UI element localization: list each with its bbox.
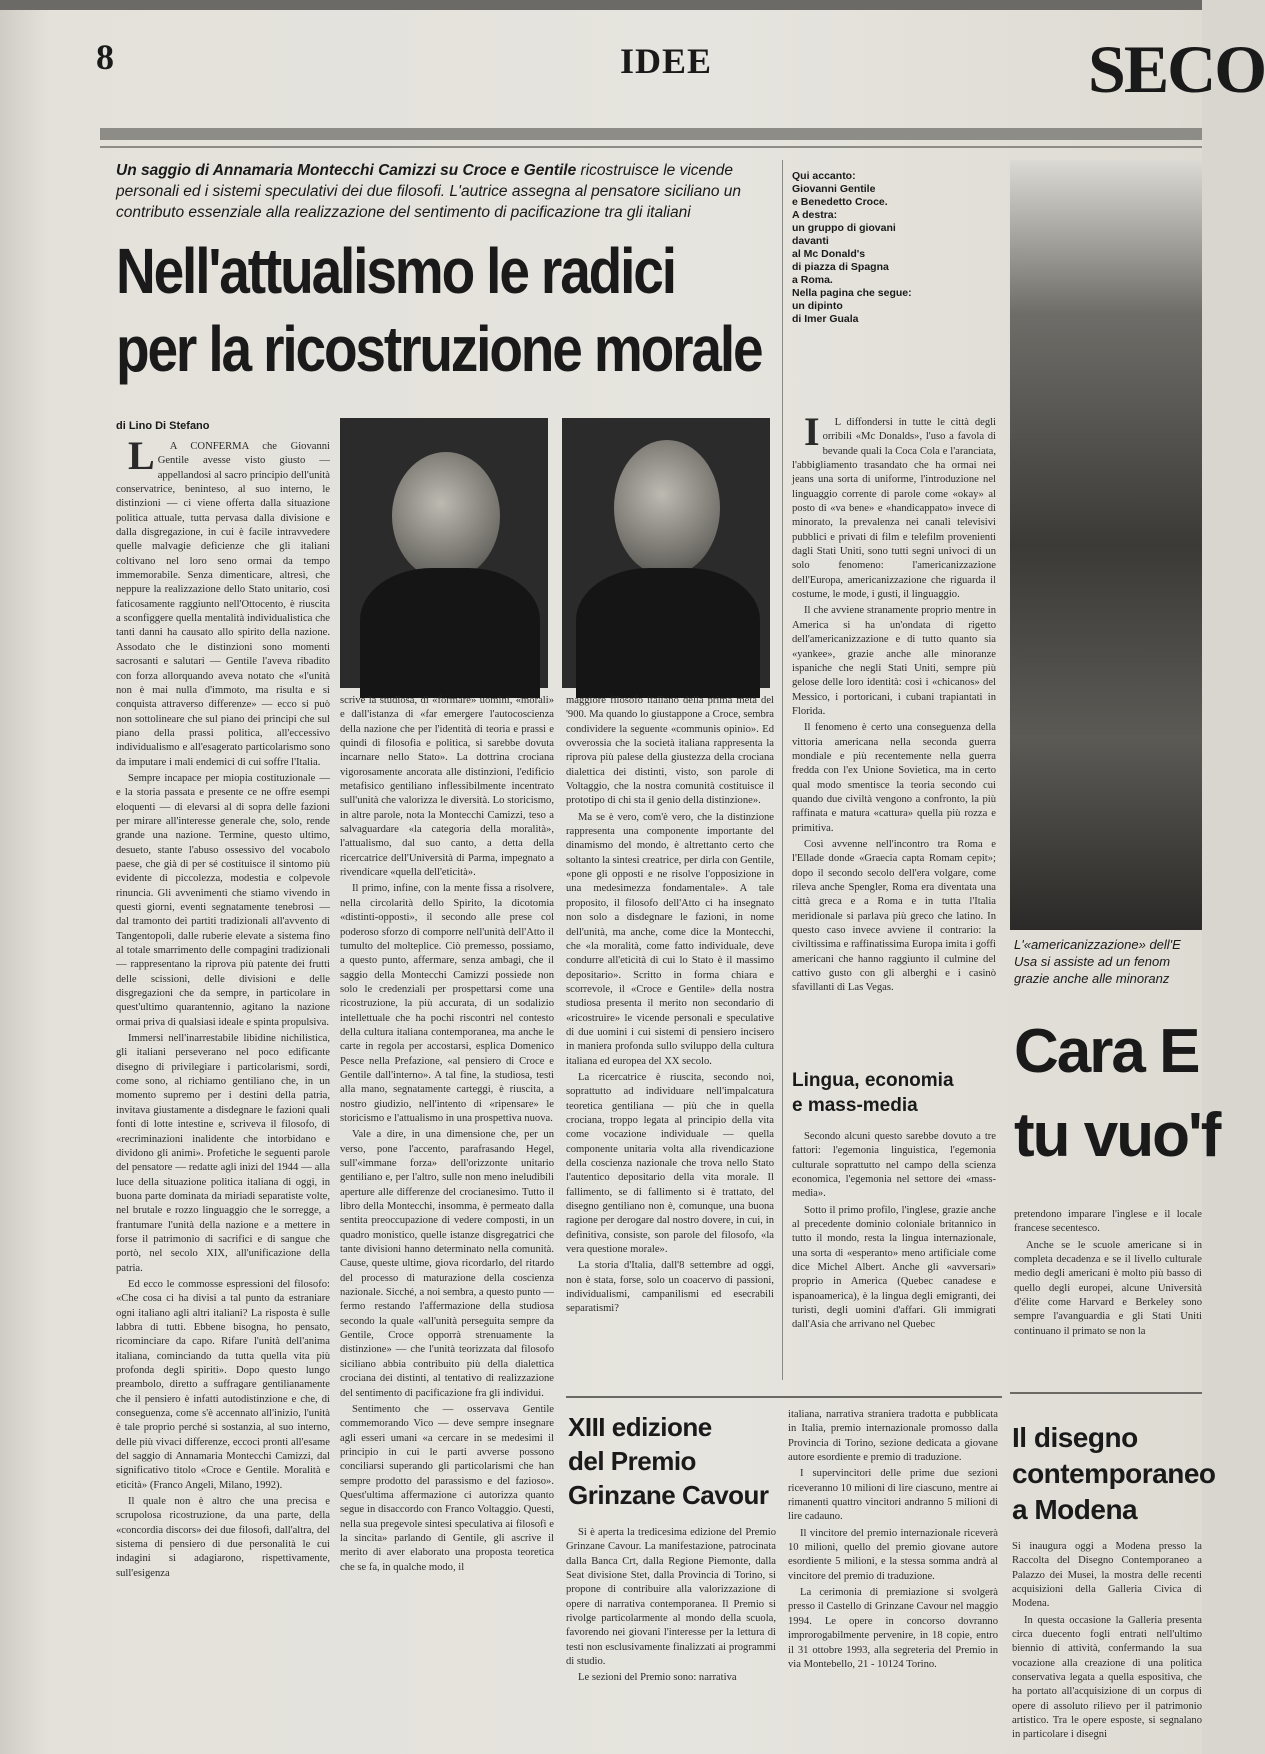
paragraph: Così avvenne nell'incontro tra Roma e l'Ellade donde «Graecia capta Romam cepit»; dopo il secondo secolo dell'era volgare, come rileva anche Spengler, Roma era diventata una città greca e a Roma e in tutta l'Italia meridionale si parlava più greco che latino. In questo caso invece avviene il contrario: la civiltissima e raffinatissima Europa imita i goffi americani che hanno raggiunto il culmine del cattivo gusto con gli alberghi e i casinò sfavillanti di Las Vegas. xyxy=(792,838,996,994)
paragraph: Ed ecco le commosse espressioni del filosofo: «Che cosa ci ha divisi a tal punto da estraniare ogni italiano agli altri italiani? La risposta è sulle labbra di tutti. Ebbene bisogna, ho pensato, ricominciare da capo. Rifare l'unità dell'anima italiana, cominciando da tutta quella vita più profonda degli spiriti». Dopo questo lungo preambolo, diretto a suffragare gentilianamente che il pensiero è infatti autodistinzione e che, di conseguenza, come s'è accennato all'inizio, l'unità è tale proprio perché si sostanzia, al suo interno, delle più vivaci differenze, eccoci pronti all'esame del saggio di Annamaria Montecchi Camizzi, dal significativo titolo «Croce e Gentile. Moralità e eticità» (Franco Angeli, Milano, 1992). xyxy=(116,1278,330,1491)
caption-line: di piazza di Spagna xyxy=(792,261,889,273)
paragraph: Le sezioni del Premio sono: narrativa xyxy=(578,1672,737,1684)
caption-line: Usa si assiste ad un fenom xyxy=(1014,954,1171,969)
right-article-column xyxy=(1014,1208,1202,1358)
paragraph: La storia d'Italia, dall'8 settembre ad oggi, non è stata, forse, solo un coacervo di passioni, individualismi, campanilismi ed esecrabili separatismi? xyxy=(566,1260,774,1315)
caption-line: grazie anche alle minoranz xyxy=(1014,971,1170,986)
disegno-column xyxy=(1012,1540,1202,1741)
side-article-column xyxy=(792,409,996,1030)
disegno-title xyxy=(1012,1420,1216,1528)
page-top-edge xyxy=(0,0,1202,10)
headline-line-1: Nell'attualismo le radici xyxy=(116,235,675,307)
caption-line: Qui accanto: xyxy=(792,170,856,182)
paragraph: Ma se è vero, com'è vero, che la distinzione rappresenta una componente importante del dinamismo del mondo, è altrettanto certo che soltanto la sintesi creatrice, per dirla con Gentile, «pone gli opposti e ne risolve l'opposizione in una medesimezza fondamentale». A tale proposito, il filosofo dell'Atto ci ha insegnato non solo a disdegnare le fazioni, in nome dell'unità, ma anche, come dice la Montecchi, che «la moralità, come fatto individuale, deve condurre all'eticità di cui lo Stato è il massimo depositario». Scritto in forma chiara e scorrevole, il «Croce e Gentile» della nostra studiosa presenta il merito non secondario di «ricostruire» le vicende personali e speculative di due uomini i cui sistemi di pensiero incisero in maniera profonda sullo sviluppo della cultura italiana ed europea del XX secolo. xyxy=(566,811,774,1067)
paragraph: Sempre incapace per miopia costituzionale — e la storia passata e presente ce ne offre esempi eloquenti — di elevarsi al di sopra delle fazioni per mirare all'interesse generale che, solo, rende grande una nazione. Termine, questo ultimo, desueto, stante l'abuso ossessivo del vocabolo paese, che già di per sé costituisce il sintomo più evidente di piccolezza, modestia e colpevole rinuncia. Gli avvenimenti che stiamo vivendo in questi giorni, eventi segnatamente tenebrosi — dal tramonto dei partiti tradizionali all'avvento di Tangentopoli, dalle ruberie elevate a sistema fino al totale smarrimento delle compagini tradizionali — rappresentano la riprova più patente dei frutti delle scissioni, delle divisioni e delle disgregazioni che da sempre, in particolare in quest'ultimo quarantennio, agitano la nazione ormai priva di qualsiasi ideale e spinta propulsiva. xyxy=(116,772,330,1028)
subhead-line: Lingua, economia xyxy=(792,1070,954,1091)
paragraph: italiana, narrativa straniera tradotta e pubblicata in Italia, premio internazionale promosso dalla Provincia di Torino, sezione dedicata a giovane autore esordiente e premio di traduzione. xyxy=(788,1409,998,1464)
photo-croce-face xyxy=(392,452,500,580)
paragraph: Il vincitore del premio internazionale riceverà 10 milioni, quello del premio giovane autore esordiente 5 milioni, e la stessa somma andrà al vincitore del premio di traduzione. xyxy=(788,1527,998,1582)
paragraph: Si inaugura oggi a Modena presso la Raccolta del Disegno Contemporaneo a Palazzo dei Musei, la mostra delle recenti acquisizioni della Galleria Civica di Modena. xyxy=(1012,1541,1202,1610)
premio-column-1 xyxy=(566,1526,776,1722)
paragraph: In questa occasione la Galleria presenta circa duecento fogli entrati nell'ultimo biennio di attività, confermando la sua vocazione alla creazione di una politica conservativa legata a quella espositiva, che ha portato all'acquisizione di un corpus di opere di assoluto rilievo per il patrimonio artistico. Tra le opere esposte, si segnalano in particolare i disegni xyxy=(1012,1614,1202,1741)
right-caption xyxy=(1014,936,1202,987)
article-column-1 xyxy=(116,433,330,1722)
side-subhead xyxy=(792,1068,1002,1118)
paragraph: Il che avviene stranamente proprio mentre in America si ha un'ondata di rigetto dell'americanizzazione e di tutto quanto sia «yankee», grazie anche alle minoranze ispaniche che negli Stati Uniti, sempre più gelose delle loro identità: così i «chicanos» del Messico, i portoricani, i cubani trapiantati in Florida. xyxy=(792,605,996,717)
paragraph: Il fenomeno è certo una conseguenza della vittoria americana nella seconda guerra mondiale e più recentemente nella guerra fredda con l'ex Unione Sovietica, ma in certo qual modo smentisce la teoria secondo cui quando due civiltà vengono a confronto, la più raffinata e matura «cattura» quella più rozza e primitiva. xyxy=(792,722,996,834)
mcdonalds-photo xyxy=(1010,160,1202,930)
headline-line-2: per la ricostruzione morale xyxy=(116,313,762,385)
paragraph: Immersi nell'inarrestabile libidine nichilistica, gli italiani perseverano nel poco edificante disegno di privilegiare i particolarismi, sordi, come sono, al richiamo gentiliano che, in un momento supremo per i destini della patria, invitava giustamente a disdegnare le fazioni quali fonti di lotte intestine e, scriveva il filosofo, di «recriminazioni inalidente che intorbidano e dividono gli animi». Profetiche le seguenti parole del pensatore — redatte agli inizi del 1944 — alla luce della situazione politica italiana di oggi, in buona parte dominata da miriadi separatiste volte, nel brutale e rozzo linguaggio che le sorregge, a frantumare l'unità della nazione e a mettere in forse il patrimonio di sacrifici e di sangue che portò, nel secolo XIX, all'unificazione della patria. xyxy=(116,1033,330,1274)
premio-title-line: XIII edizione xyxy=(568,1412,712,1442)
header-rule-thin xyxy=(100,146,1202,148)
kicker-text: ricostruisce le vicende personali ed i sistemi speculativi dei due filosofi. L'autrice assegna al pensatore siciliano un contributo essenziale alla realizzazione del sentimento di pacificazione tra gli italiani xyxy=(116,162,742,221)
disegno-box-rule xyxy=(1010,1392,1202,1394)
premio-title-line: Grinzane Cavour xyxy=(568,1480,769,1510)
caption-line: un gruppo di giovani xyxy=(792,222,896,234)
paragraph: I supervincitori delle prime due sezioni riceveranno 10 milioni di lire ciascuno, mentre ai rimanenti quattro vincitori andranno 5 milioni di lire cadauno. xyxy=(788,1468,998,1523)
right-headline-line: tu vuo'f xyxy=(1014,1101,1220,1170)
paragraph: Il quale non è altro che una precisa e scrupolosa ricostruzione, da una parte, della «concordia discors» dei due filosofi, dall'altra, del sistema di pensiero di due personalità le cui indagini si adagiarono, rispettivamente, sull'esigenza xyxy=(116,1496,330,1579)
article-column-3 xyxy=(566,694,774,1394)
caption-line: Nella pagina che segue: xyxy=(792,287,912,299)
premio-title-line: del Premio xyxy=(568,1446,696,1476)
caption-line: A destra: xyxy=(792,209,838,221)
disegno-title-line: a Modena xyxy=(1012,1494,1138,1525)
paragraph: scrive la studiosa, di «formare» uomini, «morali» e dall'istanza di «far emergere l'autocoscienza della nazione che per l'identità di teoria e prassi e quindi di filosofia e politica, si sarebbe dovuta incarnare nello Stato». La dottrina crociana vigorosamente ancorata alle distinzioni, l'edificio metafisico gentiliano inflessibilmente incentrato sull'unità che valorizza le diversità. Lo storicismo, in altre parole, nota la Montecchi Camizzi, teso a salvaguardare «la categoria della moralità», l'attualismo, dal suo canto, a detta della ricercatrice dell'Università di Parma, impegnato a rivendicare «quella dell'eticità». xyxy=(340,695,554,879)
masthead: SECO xyxy=(1088,31,1265,107)
paragraph: Sotto il primo profilo, l'inglese, grazie anche al precedente dominio coloniale britannico in tutto il mondo, resta la lingua internazionale, una sorta di «esperanto» meno artificiale come dice Michel Albert. Anche gli «avversari» proprio in America (Quebec canadese e ispanoamerica), è la lingua degli emigranti, dei turisti, degli uomini d'affari. Gli immigrati dall'Asia che arrivano nel Quebec xyxy=(792,1204,996,1331)
paragraph: maggiore filosofo italiano della prima metà del '900. Ma quando lo giustappone a Croce, sembra condividere la seguente «communis opinio». Ed ovverossia che la società italiana rappresenta la riprova più palese della giustezza della crociana dialettica dei distinti, visto, son parole di Voltaggio, che la nostra comunità costituisce il prototipo di chi sta il genio della distinzione». xyxy=(566,695,774,807)
caption-line: Giovanni Gentile xyxy=(792,183,876,195)
subhead-line: e mass-media xyxy=(792,1095,918,1116)
photo-gentile-coat xyxy=(576,568,760,698)
caption-line: un dipinto xyxy=(792,300,843,312)
premio-box-rule xyxy=(566,1396,1002,1398)
section-title: IDEE xyxy=(620,41,713,81)
photo-gentile-face xyxy=(614,440,720,576)
paragraph: pretendono imparare l'inglese e il locale francese secentesco. xyxy=(1014,1209,1202,1235)
column-divider xyxy=(782,160,783,1380)
paragraph: LA CONFERMA che Giovanni Gentile avesse visto giusto — appellandosi al sacro principio dell'unità conservatrice, beninteso, al suo interno, le distinzioni — ci viene offerta dalla situazione politica attuale, tutta pervasa dalla divisione e dalla disgregazione, in cui è facile intravvedere quelle malvagie deficienze che gli italiani coltivano nel loro seno ormai da tempo immemorabile. Senza dimenticare, altresì, che neppure la realizzazione dello Stato unitario, così faticosamente raggiunto nell'Ottocento, è riuscita a sconfiggere quella mentalità individualistica che tanti danni ha causato allo spirito della nazione. Assodato che le distinzioni sono momenti sacrosanti e salutari — Gentile l'aveva ribadito con forza allorquando aveva notato che «l'unità non è mai nulla d'immoto, ma risulta e si conquista attraverso differenze» — ecco si può non sottolineare che sul piano dei principi che sul piano della prassi politica, all'eccessivo individualismo e all'esagerato particolarismo sono da imputare i mali endemici di cui soffre l'Italia. xyxy=(116,433,330,768)
paragraph: Si è aperta la tredicesima edizione del Premio Grinzane Cavour. La manifestazione, patrocinata dalla Banca Crt, dalla Regione Piemonte, dalla Seat divisione Stet, dalla Provincia di Torino, si propone di contribuire alla valorizzazione di opere di narrativa contemporanea. Il Premio si rivolge particolarmente al mondo della scuola, favorendo nei giovani l'interesse per la lettura di testi non esclusivamente finalizzati ai programmi di studio. xyxy=(566,1527,776,1668)
paragraph: La ricercatrice è riuscita, secondo noi, soprattutto ad individuare nell'impalcatura teoretica gentiliana — più che in quella crociana, troppo legata al principio della vita come vocazione individuale — quella componente unitaria volta alla rivendicazione della coscienza nazionale che trova nello Stato l'autentico depositario della vita morale. Il fallimento, se di fallimento si è trattato, del disegno gentiliano non è, comunque, una buona ragione per derogare dal nostro dovere, in cui, in definitiva, consiste, son parole del filosofo, «la vera questione morale». xyxy=(566,1071,774,1256)
caption-line: e Benedetto Croce. xyxy=(792,196,888,208)
article-kicker xyxy=(116,160,756,223)
caption-line: al Mc Donald's xyxy=(792,248,866,260)
photo-gentile xyxy=(562,418,770,688)
paragraph: La cerimonia di premiazione si svolgerà presso il Castello di Grinzane Cavour nel maggio 1994. Le opere in concorso dovranno improrogabilmente pervenire, in 18 copie, entro il 31 ottobre 1993, alla segreteria del Premio in via Montebello, 21 - 10124 Torino. xyxy=(788,1587,998,1670)
caption-line: davanti xyxy=(792,235,829,247)
paragraph: Anche se le scuole americane si in completa decadenza e se il livello culturale medio degli americani è molto più basso di quello degli europei, alcune Università d'élite come Harvard e Berkeley sono sempre l'avanguardia e gli Stati Uniti continuano il primato se non la xyxy=(1014,1239,1202,1337)
paragraph: Secondo alcuni questo sarebbe dovuto a tre fattori: l'egemonia linguistica, l'egemonia culturale soprattutto nel campo della scienza economica, l'egemonia nel settore dei «mass-media». xyxy=(792,1131,996,1200)
article-column-2 xyxy=(340,694,554,1722)
premio-column-2 xyxy=(788,1408,998,1722)
byline: di Lino Di Stefano xyxy=(116,420,210,432)
photo-croce-coat xyxy=(360,568,540,698)
disegno-title-line: contemporaneo xyxy=(1012,1458,1216,1489)
photo-caption xyxy=(792,170,952,326)
paragraph: IL diffondersi in tutte le città degli orribili «Mc Donalds», l'uso a favola di bevande quali la Coca Cola e l'aranciata, l'abbigliamento trasandato che ha ormai nei jeans una sorta di uniforme, l'introduzione nel linguaggio corrente di parole come «okay» al posto di «va bene» e «handicappato» invece di minorato, la prevalenza nei canali televisivi pubblici e privati di film e telefilm provenienti dagli Stati Uniti, sono tutti segni univoci di un solo fenomeno: l'americanizzazione dell'Europa, americanizzazione che riguarda il costume, le mode, i gusti, il linguaggio. xyxy=(792,409,996,601)
kicker-author: Un saggio di Annamaria Montecchi Camizzi su Croce e Gentile xyxy=(116,162,577,179)
page-number: 8 xyxy=(96,37,114,77)
paragraph: Vale a dire, in una dimensione che, per un verso, pone l'accento, parafrasando Hegel, sull'«immane forza» dell'orizzonte unitario gentiliano e, per l'altro, sulle non meno ineludibili aperture alle differenze del crocianesimo. Tutto il libro della Montecchi, insomma, è permeato dalla sentita preoccupazione di vedere composti, in un quadro monistico, quelle istanze disgregatrici che tante divisioni hanno determinato nella comunità. Cause, queste ultime, giova ricordarlo, del ritardo del processo di maturazione della coscienza nazionale. Sicché, a noi sembra, a questo punto — fermo restando l'affermazione della studiosa secondo la quale «all'unità perseguita sempre da Gentile, Croce opporrà strenuamente la distinzione» — che l'unità teorizzata dal filosofo siciliano abbia contribuito più della dialettica crociana dei distinti, al tentativo di realizzazione del sentimento di pacificazione fra gli individui. xyxy=(340,1129,554,1399)
caption-line: di Imer Guala xyxy=(792,313,859,325)
article-headline xyxy=(116,232,762,388)
header-rule xyxy=(100,128,1202,140)
photo-croce xyxy=(340,418,548,688)
right-headline-line: Cara E xyxy=(1014,1017,1199,1086)
paragraph: Il primo, infine, con la mente fissa a risolvere, nella circolarità dello Spirito, la dicotomia «distinti-opposti», il secondo alle prese col poderoso sforzo di comporre nell'unità dell'Atto il tumulto del molteplice. Ciò premesso, possiamo, a questo punto, affermare, senza ambagi, che il saggio della Montecchi Camizzi possiede non solo le credenziali per prospettarsi come una ricostruzione, la più accurata, di un sodalizio intellettuale che ha pochi riscontri nel contesto della cultura italiana contemporanea, ma anche le carte in regola per accostarsi, esplica Domenico Pesce nella Prefazione, «al pensiero di Croce e Gentile dall'interno». A tal fine, la studiosa, testi alla mano, segnatamente carteggi, è riuscita, a nostro giudizio, nell'intento di «ripensare» le storicismo e l'attualismo in una prospettiva nuova. xyxy=(340,883,554,1124)
disegno-title-line: Il disegno xyxy=(1012,1422,1138,1453)
paragraph: Sentimento che — osservava Gentile commemorando Vico — deve sempre insegnare agli esseri umani «a cercare in se medesimi il principio in cui le parti avverse possono conciliarsi superando gli particolarismi che han sempre prodotto del parassismo e del fazioso». Quest'ultima affermazione ci autorizza quanto segue in disaccordo con Franco Voltaggio. Questi, nella sua pregevole sintesi speculativa ai filosofi e la sincita» parlando di Gentile, gli ascrive il merito di aver elaborato una proposta teoretica che se fa, in qualche modo, il xyxy=(340,1403,554,1573)
caption-line: a Roma. xyxy=(792,274,833,286)
side-article-column-2 xyxy=(792,1130,996,1382)
caption-line: L'«americanizzazione» dell'E xyxy=(1014,937,1181,952)
premio-title xyxy=(568,1410,798,1512)
right-headline xyxy=(1014,1010,1219,1178)
